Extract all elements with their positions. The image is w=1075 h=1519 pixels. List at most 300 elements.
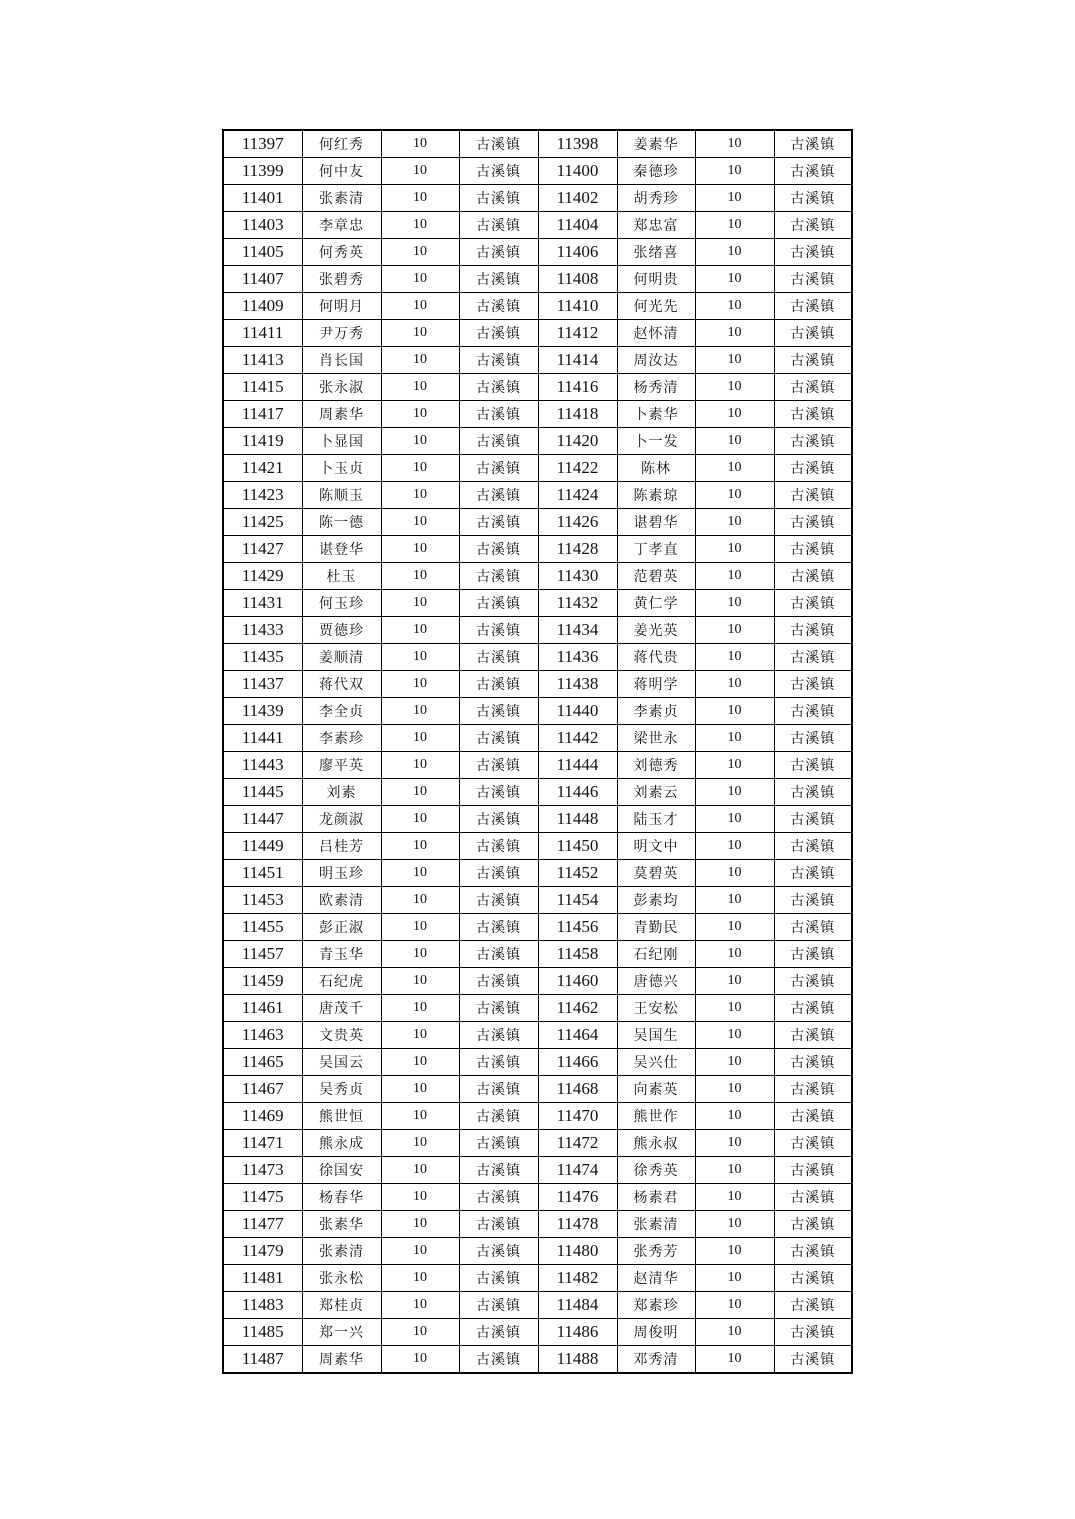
record-id-cell: 11438 (538, 671, 617, 698)
amount-cell: 10 (381, 212, 459, 239)
name-cell: 杨素君 (617, 1184, 695, 1211)
record-id-cell: 11472 (538, 1130, 617, 1157)
record-id-cell: 11470 (538, 1103, 617, 1130)
record-id-cell: 11469 (223, 1103, 302, 1130)
town-cell: 古溪镇 (774, 293, 852, 320)
town-cell: 古溪镇 (459, 293, 538, 320)
amount-cell: 10 (695, 617, 774, 644)
record-id-cell: 11461 (223, 995, 302, 1022)
record-id-cell: 11483 (223, 1292, 302, 1319)
record-id-cell: 11423 (223, 482, 302, 509)
name-cell: 向素英 (617, 1076, 695, 1103)
record-id-cell: 11444 (538, 752, 617, 779)
record-id-cell: 11479 (223, 1238, 302, 1265)
table-row (223, 1292, 852, 1319)
amount-cell: 10 (695, 995, 774, 1022)
amount-cell: 10 (381, 1157, 459, 1184)
town-cell: 古溪镇 (459, 752, 538, 779)
record-id-cell: 11447 (223, 806, 302, 833)
town-cell: 古溪镇 (459, 725, 538, 752)
table-row (223, 1184, 852, 1211)
amount-cell: 10 (695, 1157, 774, 1184)
table-row (223, 1103, 852, 1130)
table-row (223, 860, 852, 887)
town-cell: 古溪镇 (459, 806, 538, 833)
amount-cell: 10 (381, 536, 459, 563)
amount-cell: 10 (695, 1049, 774, 1076)
town-cell: 古溪镇 (459, 1022, 538, 1049)
town-cell: 古溪镇 (459, 455, 538, 482)
amount-cell: 10 (695, 266, 774, 293)
amount-cell: 10 (381, 239, 459, 266)
table-row (223, 1049, 852, 1076)
name-cell: 何光先 (617, 293, 695, 320)
amount-cell: 10 (381, 617, 459, 644)
name-cell: 郑素珍 (617, 1292, 695, 1319)
record-id-cell: 11453 (223, 887, 302, 914)
amount-cell: 10 (695, 536, 774, 563)
record-id-cell: 11475 (223, 1184, 302, 1211)
name-cell: 张永松 (302, 1265, 381, 1292)
name-cell: 吴秀贞 (302, 1076, 381, 1103)
town-cell: 古溪镇 (774, 1022, 852, 1049)
record-id-cell: 11452 (538, 860, 617, 887)
record-id-cell: 11459 (223, 968, 302, 995)
town-cell: 古溪镇 (459, 428, 538, 455)
name-cell: 卜素华 (617, 401, 695, 428)
amount-cell: 10 (695, 347, 774, 374)
name-cell: 蒋代双 (302, 671, 381, 698)
record-id-cell: 11426 (538, 509, 617, 536)
record-id-cell: 11420 (538, 428, 617, 455)
name-cell: 梁世永 (617, 725, 695, 752)
record-id-cell: 11443 (223, 752, 302, 779)
name-cell: 陈一德 (302, 509, 381, 536)
amount-cell: 10 (695, 968, 774, 995)
amount-cell: 10 (381, 1292, 459, 1319)
amount-cell: 10 (381, 1130, 459, 1157)
name-cell: 杨春华 (302, 1184, 381, 1211)
town-cell: 古溪镇 (459, 1238, 538, 1265)
amount-cell: 10 (695, 482, 774, 509)
amount-cell: 10 (381, 266, 459, 293)
amount-cell: 10 (381, 1103, 459, 1130)
name-cell: 贾德珍 (302, 617, 381, 644)
town-cell: 古溪镇 (774, 482, 852, 509)
name-cell: 陈顺玉 (302, 482, 381, 509)
amount-cell: 10 (695, 212, 774, 239)
town-cell: 古溪镇 (774, 1184, 852, 1211)
amount-cell: 10 (695, 1319, 774, 1346)
town-cell: 古溪镇 (459, 482, 538, 509)
name-cell: 陆玉才 (617, 806, 695, 833)
name-cell: 陈林 (617, 455, 695, 482)
name-cell: 青勤民 (617, 914, 695, 941)
record-id-cell: 11435 (223, 644, 302, 671)
amount-cell: 10 (695, 455, 774, 482)
name-cell: 张素清 (302, 1238, 381, 1265)
amount-cell: 10 (695, 860, 774, 887)
record-id-cell: 11487 (223, 1346, 302, 1374)
record-id-cell: 11458 (538, 941, 617, 968)
amount-cell: 10 (381, 833, 459, 860)
town-cell: 古溪镇 (459, 1103, 538, 1130)
name-cell: 刘素云 (617, 779, 695, 806)
name-cell: 张碧秀 (302, 266, 381, 293)
town-cell: 古溪镇 (459, 1130, 538, 1157)
record-id-cell: 11480 (538, 1238, 617, 1265)
town-cell: 古溪镇 (459, 509, 538, 536)
town-cell: 古溪镇 (774, 941, 852, 968)
record-id-cell: 11437 (223, 671, 302, 698)
record-id-cell: 11454 (538, 887, 617, 914)
record-id-cell: 11467 (223, 1076, 302, 1103)
record-id-cell: 11407 (223, 266, 302, 293)
table-row (223, 590, 852, 617)
record-id-cell: 11473 (223, 1157, 302, 1184)
recipient-table (222, 129, 853, 1374)
amount-cell: 10 (381, 1238, 459, 1265)
town-cell: 古溪镇 (459, 968, 538, 995)
town-cell: 古溪镇 (774, 1346, 852, 1374)
amount-cell: 10 (381, 590, 459, 617)
amount-cell: 10 (381, 806, 459, 833)
town-cell: 古溪镇 (459, 1346, 538, 1374)
amount-cell: 10 (381, 914, 459, 941)
amount-cell: 10 (381, 698, 459, 725)
name-cell: 姜顺清 (302, 644, 381, 671)
record-id-cell: 11465 (223, 1049, 302, 1076)
name-cell: 青玉华 (302, 941, 381, 968)
amount-cell: 10 (381, 1184, 459, 1211)
record-id-cell: 11462 (538, 995, 617, 1022)
table-row (223, 482, 852, 509)
table-row (223, 725, 852, 752)
town-cell: 古溪镇 (459, 130, 538, 158)
name-cell: 杜玉 (302, 563, 381, 590)
table-row (223, 1130, 852, 1157)
name-cell: 明文中 (617, 833, 695, 860)
record-id-cell: 11441 (223, 725, 302, 752)
amount-cell: 10 (695, 644, 774, 671)
amount-cell: 10 (695, 320, 774, 347)
amount-cell: 10 (381, 320, 459, 347)
table-row (223, 833, 852, 860)
town-cell: 古溪镇 (774, 671, 852, 698)
name-cell: 唐茂千 (302, 995, 381, 1022)
town-cell: 古溪镇 (774, 320, 852, 347)
amount-cell: 10 (381, 860, 459, 887)
amount-cell: 10 (695, 1076, 774, 1103)
town-cell: 古溪镇 (774, 212, 852, 239)
amount-cell: 10 (695, 374, 774, 401)
amount-cell: 10 (695, 1238, 774, 1265)
amount-cell: 10 (695, 806, 774, 833)
town-cell: 古溪镇 (459, 698, 538, 725)
name-cell: 周素华 (302, 401, 381, 428)
record-id-cell: 11451 (223, 860, 302, 887)
town-cell: 古溪镇 (459, 914, 538, 941)
name-cell: 尹万秀 (302, 320, 381, 347)
name-cell: 何红秀 (302, 130, 381, 158)
town-cell: 古溪镇 (774, 455, 852, 482)
record-id-cell: 11414 (538, 347, 617, 374)
town-cell: 古溪镇 (774, 1049, 852, 1076)
name-cell: 吴国云 (302, 1049, 381, 1076)
amount-cell: 10 (695, 158, 774, 185)
amount-cell: 10 (381, 1049, 459, 1076)
amount-cell: 10 (381, 374, 459, 401)
town-cell: 古溪镇 (459, 1211, 538, 1238)
amount-cell: 10 (381, 509, 459, 536)
amount-cell: 10 (695, 941, 774, 968)
name-cell: 张绪喜 (617, 239, 695, 266)
amount-cell: 10 (695, 698, 774, 725)
table-row (223, 1265, 852, 1292)
name-cell: 彭正淑 (302, 914, 381, 941)
amount-cell: 10 (695, 1265, 774, 1292)
amount-cell: 10 (381, 130, 459, 158)
name-cell: 唐德兴 (617, 968, 695, 995)
record-id-cell: 11478 (538, 1211, 617, 1238)
record-id-cell: 11404 (538, 212, 617, 239)
record-id-cell: 11409 (223, 293, 302, 320)
name-cell: 郑桂贞 (302, 1292, 381, 1319)
name-cell: 张永淑 (302, 374, 381, 401)
amount-cell: 10 (695, 239, 774, 266)
name-cell: 谌碧华 (617, 509, 695, 536)
name-cell: 周汝达 (617, 347, 695, 374)
record-id-cell: 11418 (538, 401, 617, 428)
town-cell: 古溪镇 (774, 158, 852, 185)
record-id-cell: 11482 (538, 1265, 617, 1292)
name-cell: 龙颜淑 (302, 806, 381, 833)
record-id-cell: 11448 (538, 806, 617, 833)
name-cell: 邓秀清 (617, 1346, 695, 1374)
amount-cell: 10 (695, 752, 774, 779)
table-row (223, 941, 852, 968)
town-cell: 古溪镇 (459, 212, 538, 239)
record-id-cell: 11460 (538, 968, 617, 995)
name-cell: 何明贵 (617, 266, 695, 293)
name-cell: 何秀英 (302, 239, 381, 266)
amount-cell: 10 (381, 779, 459, 806)
record-id-cell: 11486 (538, 1319, 617, 1346)
amount-cell: 10 (695, 914, 774, 941)
record-id-cell: 11433 (223, 617, 302, 644)
amount-cell: 10 (381, 1346, 459, 1374)
name-cell: 丁孝直 (617, 536, 695, 563)
town-cell: 古溪镇 (774, 401, 852, 428)
town-cell: 古溪镇 (774, 617, 852, 644)
amount-cell: 10 (695, 1022, 774, 1049)
name-cell: 吕桂芳 (302, 833, 381, 860)
name-cell: 徐秀英 (617, 1157, 695, 1184)
table-row (223, 698, 852, 725)
table-row (223, 563, 852, 590)
record-id-cell: 11415 (223, 374, 302, 401)
name-cell: 吴兴仕 (617, 1049, 695, 1076)
record-id-cell: 11463 (223, 1022, 302, 1049)
name-cell: 吴国生 (617, 1022, 695, 1049)
name-cell: 李素贞 (617, 698, 695, 725)
record-id-cell: 11410 (538, 293, 617, 320)
town-cell: 古溪镇 (774, 239, 852, 266)
amount-cell: 10 (695, 563, 774, 590)
name-cell: 陈素琼 (617, 482, 695, 509)
town-cell: 古溪镇 (459, 563, 538, 590)
amount-cell: 10 (695, 130, 774, 158)
table-row (223, 428, 852, 455)
name-cell: 文贵英 (302, 1022, 381, 1049)
name-cell: 熊永叔 (617, 1130, 695, 1157)
table-row (223, 644, 852, 671)
record-id-cell: 11419 (223, 428, 302, 455)
name-cell: 蒋代贵 (617, 644, 695, 671)
record-id-cell: 11466 (538, 1049, 617, 1076)
name-cell: 周俊明 (617, 1319, 695, 1346)
town-cell: 古溪镇 (774, 806, 852, 833)
record-id-cell: 11421 (223, 455, 302, 482)
name-cell: 廖平英 (302, 752, 381, 779)
record-id-cell: 11430 (538, 563, 617, 590)
table-row (223, 455, 852, 482)
table-row (223, 130, 852, 158)
record-id-cell: 11406 (538, 239, 617, 266)
town-cell: 古溪镇 (459, 860, 538, 887)
record-id-cell: 11416 (538, 374, 617, 401)
name-cell: 张素清 (617, 1211, 695, 1238)
amount-cell: 10 (695, 185, 774, 212)
record-id-cell: 11439 (223, 698, 302, 725)
record-id-cell: 11481 (223, 1265, 302, 1292)
table-row (223, 1319, 852, 1346)
record-id-cell: 11446 (538, 779, 617, 806)
name-cell: 熊世作 (617, 1103, 695, 1130)
record-id-cell: 11476 (538, 1184, 617, 1211)
amount-cell: 10 (695, 509, 774, 536)
table-row (223, 806, 852, 833)
record-id-cell: 11424 (538, 482, 617, 509)
table-row (223, 752, 852, 779)
amount-cell: 10 (695, 671, 774, 698)
record-id-cell: 11413 (223, 347, 302, 374)
town-cell: 古溪镇 (774, 1076, 852, 1103)
table-row (223, 995, 852, 1022)
amount-cell: 10 (695, 887, 774, 914)
record-id-cell: 11485 (223, 1319, 302, 1346)
record-id-cell: 11402 (538, 185, 617, 212)
town-cell: 古溪镇 (459, 590, 538, 617)
table-row (223, 1022, 852, 1049)
name-cell: 卜一发 (617, 428, 695, 455)
name-cell: 李素珍 (302, 725, 381, 752)
name-cell: 刘素 (302, 779, 381, 806)
name-cell: 明玉珍 (302, 860, 381, 887)
record-id-cell: 11434 (538, 617, 617, 644)
name-cell: 何中友 (302, 158, 381, 185)
town-cell: 古溪镇 (774, 995, 852, 1022)
town-cell: 古溪镇 (459, 1292, 538, 1319)
name-cell: 赵怀清 (617, 320, 695, 347)
record-id-cell: 11477 (223, 1211, 302, 1238)
record-id-cell: 11449 (223, 833, 302, 860)
table-row (223, 320, 852, 347)
table-row (223, 779, 852, 806)
table-row (223, 671, 852, 698)
record-id-cell: 11457 (223, 941, 302, 968)
record-id-cell: 11464 (538, 1022, 617, 1049)
town-cell: 古溪镇 (459, 779, 538, 806)
name-cell: 谌登华 (302, 536, 381, 563)
name-cell: 熊世恒 (302, 1103, 381, 1130)
name-cell: 姜光英 (617, 617, 695, 644)
town-cell: 古溪镇 (774, 1319, 852, 1346)
town-cell: 古溪镇 (774, 1103, 852, 1130)
name-cell: 徐国安 (302, 1157, 381, 1184)
town-cell: 古溪镇 (459, 266, 538, 293)
name-cell: 王安松 (617, 995, 695, 1022)
amount-cell: 10 (695, 779, 774, 806)
record-id-cell: 11408 (538, 266, 617, 293)
amount-cell: 10 (695, 590, 774, 617)
amount-cell: 10 (695, 1103, 774, 1130)
table-row (223, 1346, 852, 1374)
amount-cell: 10 (381, 725, 459, 752)
amount-cell: 10 (695, 1292, 774, 1319)
town-cell: 古溪镇 (774, 779, 852, 806)
record-id-cell: 11405 (223, 239, 302, 266)
amount-cell: 10 (381, 455, 459, 482)
name-cell: 黄仁学 (617, 590, 695, 617)
amount-cell: 10 (695, 428, 774, 455)
town-cell: 古溪镇 (459, 347, 538, 374)
amount-cell: 10 (695, 833, 774, 860)
name-cell: 何明月 (302, 293, 381, 320)
amount-cell: 10 (381, 482, 459, 509)
town-cell: 古溪镇 (459, 1157, 538, 1184)
table-row (223, 617, 852, 644)
amount-cell: 10 (381, 347, 459, 374)
name-cell: 杨秀清 (617, 374, 695, 401)
town-cell: 古溪镇 (459, 401, 538, 428)
town-cell: 古溪镇 (459, 1265, 538, 1292)
town-cell: 古溪镇 (774, 563, 852, 590)
town-cell: 古溪镇 (774, 347, 852, 374)
table-row (223, 536, 852, 563)
amount-cell: 10 (381, 671, 459, 698)
name-cell: 张秀芳 (617, 1238, 695, 1265)
name-cell: 莫碧英 (617, 860, 695, 887)
name-cell: 蒋明学 (617, 671, 695, 698)
record-id-cell: 11456 (538, 914, 617, 941)
amount-cell: 10 (381, 968, 459, 995)
town-cell: 古溪镇 (774, 1130, 852, 1157)
town-cell: 古溪镇 (774, 833, 852, 860)
record-id-cell: 11445 (223, 779, 302, 806)
record-id-cell: 11427 (223, 536, 302, 563)
table-row (223, 401, 852, 428)
name-cell: 熊永成 (302, 1130, 381, 1157)
record-id-cell: 11432 (538, 590, 617, 617)
name-cell: 彭素均 (617, 887, 695, 914)
town-cell: 古溪镇 (774, 1157, 852, 1184)
amount-cell: 10 (381, 563, 459, 590)
amount-cell: 10 (381, 752, 459, 779)
town-cell: 古溪镇 (459, 941, 538, 968)
record-id-cell: 11455 (223, 914, 302, 941)
amount-cell: 10 (695, 1211, 774, 1238)
